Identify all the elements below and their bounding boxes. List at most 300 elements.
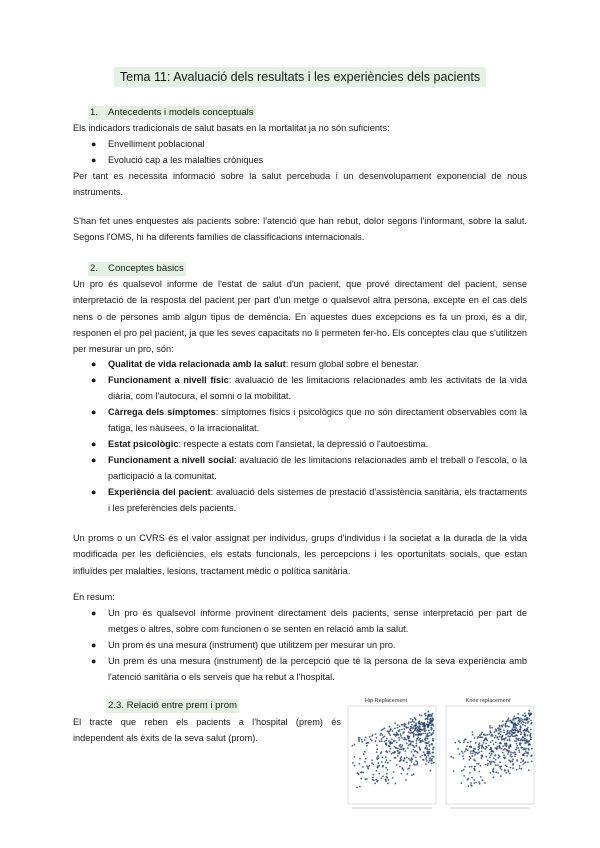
scatter-point bbox=[425, 718, 427, 720]
scatter-point bbox=[495, 771, 497, 773]
scatter-point bbox=[426, 749, 428, 751]
scatter-point bbox=[485, 737, 487, 739]
scatter-point bbox=[372, 779, 374, 781]
scatter-point bbox=[428, 761, 430, 763]
scatter-point bbox=[505, 772, 507, 774]
scatter-point bbox=[372, 777, 374, 779]
scatter-point bbox=[520, 718, 522, 720]
scatter-point bbox=[489, 727, 491, 729]
scatter-point bbox=[413, 734, 415, 736]
scatter-point bbox=[499, 747, 501, 749]
scatter-point bbox=[410, 759, 412, 761]
scatter-point bbox=[416, 740, 418, 742]
scatter-point bbox=[430, 725, 432, 727]
scatter-point bbox=[493, 743, 495, 745]
scatter-point bbox=[432, 738, 434, 740]
scatter-point bbox=[530, 712, 532, 714]
scatter-point bbox=[454, 742, 456, 744]
scatter-point bbox=[517, 747, 519, 749]
scatter-point bbox=[432, 725, 434, 727]
scatter-point bbox=[413, 773, 415, 775]
scatter-point bbox=[528, 710, 530, 712]
scatter-point bbox=[413, 754, 415, 756]
scatter-point bbox=[514, 717, 516, 719]
scatter-point bbox=[504, 744, 506, 746]
scatter-point bbox=[474, 751, 476, 753]
scatter-point bbox=[409, 729, 411, 731]
scatter-point bbox=[389, 742, 391, 744]
scatter-point bbox=[365, 737, 367, 739]
scatter-point bbox=[432, 752, 434, 754]
scatter-point bbox=[425, 758, 427, 760]
scatter-point bbox=[524, 738, 526, 740]
scatter-point bbox=[413, 736, 415, 738]
scatter-point bbox=[530, 755, 532, 757]
list-item: Evolució cap a les malalties cròniques bbox=[108, 155, 264, 165]
scatter-point bbox=[487, 763, 489, 765]
bullet-icon: ● bbox=[91, 656, 97, 666]
scatter-point bbox=[422, 740, 424, 742]
scatter-point bbox=[426, 752, 428, 754]
scatter-point bbox=[513, 736, 515, 738]
scatter-point bbox=[418, 721, 420, 723]
scatter-point bbox=[375, 733, 377, 735]
scatter-point bbox=[497, 772, 499, 774]
scatter-point bbox=[362, 772, 364, 774]
scatter-point bbox=[509, 730, 511, 732]
bullet-icon: ● bbox=[91, 439, 97, 449]
scatter-point bbox=[432, 718, 434, 720]
scatter-point bbox=[490, 754, 492, 756]
scatter-point bbox=[527, 734, 529, 736]
scatter-point bbox=[504, 738, 506, 740]
scatter-point bbox=[420, 741, 422, 743]
scatter-point bbox=[498, 745, 500, 747]
scatter-point bbox=[471, 755, 473, 757]
scatter-point bbox=[518, 750, 520, 752]
scatter-point bbox=[423, 727, 425, 729]
scatter-point bbox=[432, 733, 434, 735]
scatter-point bbox=[403, 760, 405, 762]
scatter-point bbox=[473, 779, 475, 781]
scatter-point bbox=[424, 725, 426, 727]
scatter-point bbox=[358, 763, 360, 765]
scatter-point bbox=[394, 728, 396, 730]
scatter-point bbox=[469, 756, 471, 758]
scatter-point bbox=[516, 747, 518, 749]
scatter-point bbox=[480, 765, 482, 767]
scatter-point bbox=[401, 729, 403, 731]
scatter-point bbox=[419, 723, 421, 725]
scatter-point bbox=[467, 749, 469, 751]
scatter-point bbox=[427, 733, 429, 735]
scatter-point bbox=[411, 757, 413, 759]
scatter-point bbox=[371, 762, 373, 764]
scatter-point bbox=[394, 722, 396, 724]
scatter-point bbox=[386, 776, 388, 778]
scatter-point bbox=[474, 737, 476, 739]
scatter-point bbox=[483, 740, 485, 742]
scatter-point bbox=[416, 730, 418, 732]
scatter-point bbox=[507, 720, 509, 722]
scatter-point bbox=[489, 733, 491, 735]
scatter-point bbox=[426, 745, 428, 747]
scatter-point bbox=[525, 730, 527, 732]
scatter-point bbox=[458, 740, 460, 742]
scatter-point bbox=[489, 752, 491, 754]
scatter-point bbox=[514, 724, 516, 726]
scatter-point bbox=[466, 745, 468, 747]
scatter-point bbox=[412, 749, 414, 751]
scatter-point bbox=[414, 730, 416, 732]
scatter-point bbox=[519, 740, 521, 742]
paragraph: Un pro és qualsevol informe de l'estat de salut d'un pacient, que prové directament del pacient, sense interpretació de la resposta del pacient per part d'un metge o qualsevol altra persona, excepte en el cas dels nens o de persones amb algun tipus de demència. En aquestes dues excepcions es fa un proxi, és a dir, responen el pro pel pacient, ja que les seves capacitats no li permeten fer-ho. Els conceptes clau que s'utilitzen per mesurar un pro, són: bbox=[73, 279, 527, 355]
scatter-point bbox=[427, 716, 429, 718]
scatter-point bbox=[413, 727, 415, 729]
scatter-point bbox=[481, 779, 483, 781]
scatter-point bbox=[432, 740, 434, 742]
scatter-point bbox=[357, 772, 359, 774]
scatter-point bbox=[419, 714, 421, 716]
scatter-point bbox=[490, 762, 492, 764]
scatter-point bbox=[524, 733, 526, 735]
scatter-point bbox=[401, 724, 403, 726]
scatter-point bbox=[390, 728, 392, 730]
scatter-point bbox=[429, 757, 431, 759]
scatter-point bbox=[421, 723, 423, 725]
scatter-point bbox=[515, 749, 517, 751]
section-2-heading: 2. Conceptes bàsics bbox=[90, 263, 184, 274]
scatter-point bbox=[366, 778, 368, 780]
scatter-point bbox=[501, 736, 503, 738]
scatter-point bbox=[473, 768, 475, 770]
scatter-point bbox=[463, 775, 465, 777]
scatter-point bbox=[352, 745, 354, 747]
scatter-point bbox=[431, 755, 433, 757]
scatter-point bbox=[520, 758, 522, 760]
scatter-point bbox=[422, 733, 424, 735]
scatter-point bbox=[388, 779, 390, 781]
scatter-point bbox=[526, 755, 528, 757]
scatter-point bbox=[367, 766, 369, 768]
scatter-point bbox=[388, 740, 390, 742]
scatter-point bbox=[421, 715, 423, 717]
scatter-point bbox=[404, 725, 406, 727]
scatter-point bbox=[429, 753, 431, 755]
scatter-point bbox=[487, 734, 489, 736]
scatter-point bbox=[516, 745, 518, 747]
scatter-point bbox=[463, 741, 465, 743]
scatter-point bbox=[531, 748, 533, 750]
scatter-point bbox=[499, 742, 501, 744]
scatter-point bbox=[505, 725, 507, 727]
scatter-point bbox=[481, 745, 483, 747]
scatter-point bbox=[366, 742, 368, 744]
scatter-point bbox=[489, 730, 491, 732]
scatter-point bbox=[361, 741, 363, 743]
scatter-point bbox=[419, 746, 421, 748]
scatter-point bbox=[419, 733, 421, 735]
scatter-point bbox=[373, 764, 375, 766]
bullet-icon: ● bbox=[91, 455, 97, 465]
scatter-point bbox=[526, 739, 528, 741]
scatter-point bbox=[399, 766, 401, 768]
scatter-point bbox=[501, 748, 503, 750]
scatter-point bbox=[386, 773, 388, 775]
resum-label: En resum: bbox=[73, 592, 115, 602]
scatter-point bbox=[375, 770, 377, 772]
scatter-point bbox=[519, 726, 521, 728]
scatter-point bbox=[374, 783, 376, 785]
scatter-point bbox=[469, 759, 471, 761]
scatter-point bbox=[512, 752, 514, 754]
scatter-point bbox=[522, 759, 524, 761]
scatter-point bbox=[474, 766, 476, 768]
scatter-point bbox=[490, 748, 492, 750]
scatter-point bbox=[428, 749, 430, 751]
scatter-point bbox=[391, 753, 393, 755]
scatter-point bbox=[358, 737, 360, 739]
scatter-point bbox=[419, 726, 421, 728]
scatter-point bbox=[426, 724, 428, 726]
scatter-point bbox=[531, 722, 533, 724]
scatter-point bbox=[405, 750, 407, 752]
page-title: Tema 11: Avaluació dels resultats i les experiències dels pacients bbox=[114, 67, 486, 87]
scatter-point bbox=[520, 762, 522, 764]
scatter-point bbox=[400, 759, 402, 761]
scatter-point bbox=[518, 719, 520, 721]
scatter-point bbox=[365, 758, 367, 760]
scatter-point bbox=[430, 719, 432, 721]
scatter-point bbox=[424, 748, 426, 750]
scatter-point bbox=[400, 757, 402, 759]
scatter-point bbox=[461, 751, 463, 753]
scatter-point bbox=[376, 751, 378, 753]
scatter-point bbox=[508, 747, 510, 749]
scatter-point bbox=[429, 715, 431, 717]
scatter-point bbox=[491, 727, 493, 729]
scatter-point bbox=[494, 737, 496, 739]
list-item: Un pro és qualsevol informe provinent directament dels pacients, sense interpretació per part de metges o altres, sobre com funcionen o se senten en relació amb la salut. bbox=[108, 608, 527, 635]
scatter-point bbox=[493, 757, 495, 759]
scatter-point bbox=[529, 734, 531, 736]
bullet-icon: ● bbox=[91, 155, 97, 165]
scatter-point bbox=[523, 754, 525, 756]
scatter-point bbox=[467, 779, 469, 781]
scatter-point bbox=[495, 742, 497, 744]
scatter-point bbox=[429, 732, 431, 734]
scatter-point bbox=[360, 772, 362, 774]
scatter-point bbox=[527, 753, 529, 755]
scatter-point bbox=[389, 760, 391, 762]
scatter-point bbox=[459, 753, 461, 755]
scatter-point bbox=[427, 721, 429, 723]
scatter-point bbox=[419, 749, 421, 751]
scatter-point bbox=[362, 766, 364, 768]
scatter-point bbox=[524, 725, 526, 727]
scatter-point bbox=[519, 751, 521, 753]
scatter-point bbox=[502, 724, 504, 726]
scatter-point bbox=[470, 752, 472, 754]
scatter-point bbox=[400, 735, 402, 737]
scatter-point bbox=[526, 728, 528, 730]
scatter-point bbox=[463, 769, 465, 771]
scatter-point bbox=[464, 766, 466, 768]
scatter-point bbox=[489, 772, 491, 774]
panel-right-points bbox=[450, 710, 532, 787]
scatter-point bbox=[509, 733, 511, 735]
scatter-point bbox=[377, 755, 379, 757]
scatter-point bbox=[356, 787, 358, 789]
scatter-point bbox=[389, 751, 391, 753]
scatter-point bbox=[415, 723, 417, 725]
scatter-point bbox=[395, 735, 397, 737]
scatter-figure-svg bbox=[340, 694, 536, 818]
scatter-point bbox=[406, 757, 408, 759]
scatter-point bbox=[416, 745, 418, 747]
scatter-point bbox=[392, 777, 394, 779]
scatter-point bbox=[510, 744, 512, 746]
scatter-point bbox=[363, 753, 365, 755]
scatter-point bbox=[465, 748, 467, 750]
scatter-point bbox=[405, 779, 407, 781]
scatter-point bbox=[386, 743, 388, 745]
scatter-point bbox=[519, 765, 521, 767]
scatter-point bbox=[506, 743, 508, 745]
scatter-point bbox=[406, 761, 408, 763]
scatter-point bbox=[501, 769, 503, 771]
scatter-point bbox=[406, 727, 408, 729]
list-item: Funcionament a nivell social: avaluació de les limitacions relacionades amb el treball o l'escola, o la participació a la comunitat. bbox=[108, 455, 527, 482]
scatter-point bbox=[527, 761, 529, 763]
scatter-point bbox=[411, 751, 413, 753]
scatter-point bbox=[484, 782, 486, 784]
scatter-point bbox=[498, 754, 500, 756]
list-item: Experiència del pacient: avaluació dels sistemes de prestació d'assistència sanitària, els tractaments i les preferències dels pacients. bbox=[108, 487, 527, 514]
scatter-point bbox=[419, 731, 421, 733]
scatter-point bbox=[388, 726, 390, 728]
scatter-point bbox=[385, 767, 387, 769]
scatter-point bbox=[385, 740, 387, 742]
scatter-point bbox=[382, 766, 384, 768]
scatter-point bbox=[472, 734, 474, 736]
scatter-point bbox=[530, 720, 532, 722]
section-1-heading: 1. Antecedents i models conceptuals bbox=[90, 107, 254, 118]
scatter-point bbox=[516, 740, 518, 742]
scatter-point bbox=[496, 747, 498, 749]
scatter-point bbox=[529, 743, 531, 745]
scatter-point bbox=[469, 766, 471, 768]
scatter-point bbox=[394, 751, 396, 753]
scatter-point bbox=[503, 729, 505, 731]
scatter-point bbox=[457, 748, 459, 750]
scatter-point bbox=[389, 734, 391, 736]
scatter-point bbox=[504, 770, 506, 772]
scatter-point bbox=[502, 752, 504, 754]
scatter-point bbox=[417, 763, 419, 765]
scatter-point bbox=[382, 756, 384, 758]
scatter-point bbox=[501, 725, 503, 727]
scatter-point bbox=[525, 750, 527, 752]
scatter-point bbox=[509, 773, 511, 775]
scatter-point bbox=[520, 719, 522, 721]
scatter-point bbox=[531, 760, 533, 762]
scatter-point bbox=[511, 722, 513, 724]
scatter-point bbox=[478, 763, 480, 765]
scatter-point bbox=[397, 748, 399, 750]
scatter-point bbox=[424, 723, 426, 725]
scatter-point bbox=[399, 749, 401, 751]
scatter-point bbox=[414, 764, 416, 766]
scatter-point bbox=[528, 713, 530, 715]
list-item: Un prem és una mesura (instrument) de la percepció que té la persona de la seva experiència amb l'atenció sanitària o els serveis que ha rebut a l'hospital. bbox=[108, 656, 527, 683]
scatter-point bbox=[385, 780, 387, 782]
scatter-point bbox=[508, 750, 510, 752]
scatter-point bbox=[517, 738, 519, 740]
scatter-point bbox=[382, 728, 384, 730]
scatter-point bbox=[364, 761, 366, 763]
scatter-point bbox=[401, 773, 403, 775]
scatter-point bbox=[354, 765, 356, 767]
scatter-point bbox=[384, 741, 386, 743]
scatter-point bbox=[474, 748, 476, 750]
scatter-point bbox=[376, 757, 378, 759]
scatter-point bbox=[524, 712, 526, 714]
scatter-point bbox=[433, 730, 435, 732]
scatter-point bbox=[354, 756, 356, 758]
scatter-point bbox=[453, 770, 455, 772]
scatter-point bbox=[384, 736, 386, 738]
scatter-point bbox=[429, 723, 431, 725]
scatter-point bbox=[520, 732, 522, 734]
scatter-point bbox=[378, 762, 380, 764]
scatter-point bbox=[516, 760, 518, 762]
scatter-point bbox=[404, 723, 406, 725]
scatter-point bbox=[520, 722, 522, 724]
scatter-point bbox=[512, 759, 514, 761]
scatter-point bbox=[503, 754, 505, 756]
scatter-point bbox=[430, 727, 432, 729]
scatter-point bbox=[491, 753, 493, 755]
scatter-point bbox=[500, 731, 502, 733]
scatter-point bbox=[381, 740, 383, 742]
scatter-point bbox=[485, 756, 487, 758]
scatter-point bbox=[381, 734, 383, 736]
scatter-point bbox=[433, 756, 435, 758]
scatter-point bbox=[386, 750, 388, 752]
scatter-point bbox=[511, 734, 513, 736]
scatter-point bbox=[516, 743, 518, 745]
scatter-point bbox=[397, 755, 399, 757]
panel-left-points bbox=[352, 711, 435, 789]
section-2-3-heading: 2.3. Relació entre prem i prom bbox=[108, 700, 238, 711]
scatter-point bbox=[505, 764, 507, 766]
scatter-point bbox=[502, 720, 504, 722]
scatter-point bbox=[486, 747, 488, 749]
scatter-point bbox=[507, 769, 509, 771]
scatter-point bbox=[376, 737, 378, 739]
scatter-point bbox=[417, 736, 419, 738]
scatter-point bbox=[375, 740, 377, 742]
scatter-point bbox=[381, 761, 383, 763]
scatter-point bbox=[429, 744, 431, 746]
scatter-point bbox=[521, 768, 523, 770]
scatter-point bbox=[470, 757, 472, 759]
scatter-point bbox=[416, 738, 418, 740]
scatter-point bbox=[527, 740, 529, 742]
scatter-point bbox=[378, 773, 380, 775]
scatter-point bbox=[475, 782, 477, 784]
